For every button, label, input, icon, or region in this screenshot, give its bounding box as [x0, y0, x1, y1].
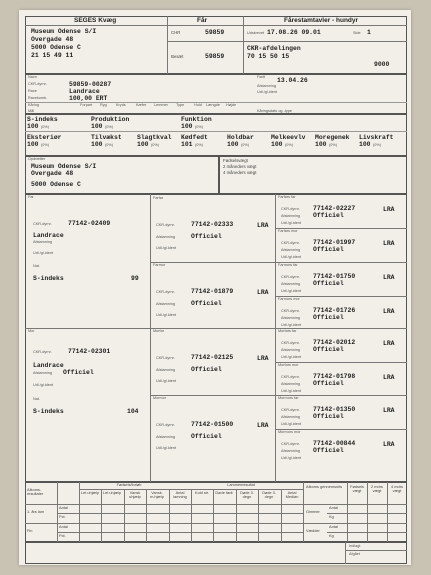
index-pct: (0%): [195, 143, 204, 147]
great-grandparent-ckr-label: CKR-dyrnr.: [281, 375, 300, 379]
fodt-label: Født: [257, 75, 265, 79]
grandparent-ckr-label: CKR-dyrnr.: [156, 290, 175, 294]
index-pct: (0%): [105, 143, 114, 147]
index-pct: (0%): [285, 143, 294, 147]
trait-label: Lemmer: [154, 103, 168, 107]
great-grandparent-code: LRA: [383, 374, 395, 381]
great-grandparent-afst: Officiel: [313, 314, 344, 321]
opdraetter-label: Opdrætter: [28, 157, 46, 161]
index-label: Produktion: [91, 116, 130, 123]
index-pct: (0%): [105, 125, 114, 129]
chr-label: CHR: [171, 30, 181, 35]
breeder-line-1: Museum Odense S/I: [31, 163, 97, 170]
org-title: SEGES Kvæg: [74, 17, 117, 24]
trait-label: Længde: [206, 103, 220, 107]
great-grandparent-afst-label: Afstamning: [281, 348, 300, 352]
afkoms-label: Afkoms gennemsnits: [306, 484, 343, 489]
far-ckr-value: 77142-02409: [68, 220, 111, 227]
udl-label: Udl./gl.ident: [257, 90, 278, 94]
index-label: Funktion: [181, 116, 212, 123]
besaet-value: 59859: [205, 53, 225, 60]
afstamning-label: Afstamning: [257, 84, 276, 88]
racekomb-value: 100,00 ERT: [69, 95, 108, 102]
grandparent-udl-label: Udl./gl.ident: [156, 246, 177, 250]
mor-title: Mor: [28, 329, 35, 333]
far-title: Far: [28, 195, 34, 199]
right-row-sub: Antal: [329, 524, 338, 529]
results-row-sub: Pct.: [59, 533, 66, 538]
grandparent-code: LRA: [257, 289, 269, 296]
trait-label: Højde: [226, 103, 237, 107]
great-grandparent-udl-label: Udl./gl.ident: [281, 389, 302, 393]
grandparent-ckr-label: CKR-dyrnr.: [156, 223, 175, 227]
chr-afdeling-label: CKR-afdelingen: [247, 45, 301, 52]
great-grandparent-afst-label: Afstamning: [281, 248, 300, 252]
far-afst-label: Afstamning: [33, 240, 52, 244]
grandparent-ckr: 77142-02125: [191, 354, 234, 361]
far-sindeks-label: S-indeks: [33, 275, 64, 282]
trait-label: Ryg: [100, 103, 107, 107]
great-grandparent-ckr: 77142-01997: [313, 239, 356, 246]
mor-race: Landrace: [33, 362, 64, 369]
great-grandparent-afst: Officiel: [313, 380, 344, 387]
results-col-head: Let uhjælp: [102, 490, 122, 495]
race-label: Race: [28, 89, 37, 93]
index-value: 101: [181, 141, 193, 148]
fodt-value: 13.04.26: [277, 77, 308, 84]
index-label: Eksteriør: [27, 134, 62, 141]
great-grandparent-udl-label: Udl./gl.ident: [281, 221, 302, 225]
trait-label: Kæfer: [136, 103, 147, 107]
great-grandparent-ckr: 77142-02227: [313, 205, 356, 212]
breeder-city: 5000 Odense C: [31, 181, 81, 188]
great-grandparent-afst-label: Afstamning: [281, 214, 300, 218]
grandparent-ckr-label: CKR-dyrnr.: [156, 356, 175, 360]
grandparent-udl-label: Udl./gl.ident: [156, 313, 177, 317]
ckr-label: CKR-dyrnr.: [28, 82, 47, 86]
far-label: Får: [197, 17, 208, 24]
mor-sindeks-label: S-indeks: [33, 408, 64, 415]
laemmer-header: Lammemesultat: [227, 482, 255, 487]
great-grandparent-afst-label: Afstamning: [281, 449, 300, 453]
grandparent-title: Farmor: [153, 263, 166, 267]
besaet-label: Besæt: [171, 54, 184, 59]
great-grandparent-afst-label: Afstamning: [281, 282, 300, 286]
index-label: Melkeevlv: [271, 134, 306, 141]
trait-label: Forpart: [80, 103, 93, 107]
index-label: Kødfedt: [181, 134, 208, 141]
mor-ckr-value: 77142-02301: [68, 348, 111, 355]
great-grandparent-udl-label: Udl./gl.ident: [281, 456, 302, 460]
great-grandparent-title: Morfars far: [278, 329, 297, 333]
great-grandparent-code: LRA: [383, 340, 395, 347]
great-grandparent-ckr-label: CKR-dyrnr.: [281, 341, 300, 345]
grandparent-title: Mormor: [153, 396, 167, 400]
great-grandparent-title: Farfars mor: [278, 229, 298, 233]
grandparent-code: LRA: [257, 355, 269, 362]
w4-label: 4 måneders vægt: [223, 170, 257, 175]
great-grandparent-afst-label: Afstamning: [281, 382, 300, 386]
results-col-head: Døde født: [215, 490, 233, 495]
far-race: Landrace: [33, 232, 64, 239]
far-ckr-label: CKR-dyrnr.: [33, 222, 52, 226]
breeder-line-2: Overgade 48: [31, 170, 74, 177]
great-grandparent-code: LRA: [383, 206, 395, 213]
great-grandparent-ckr: 77142-00844: [313, 440, 356, 447]
index-pct: (0%): [41, 143, 50, 147]
grandparent-afst: Officiel: [191, 300, 222, 307]
great-grandparent-ckr-label: CKR-dyrnr.: [281, 241, 300, 245]
great-grandparent-afst: Officiel: [313, 413, 344, 420]
right-col-head: Fødsels vægt: [350, 484, 364, 494]
great-grandparent-ckr-label: CKR-dyrnr.: [281, 207, 300, 211]
side-value: 1: [367, 29, 371, 36]
great-grandparent-ckr: 77142-02012: [313, 339, 356, 346]
w2-label: 2 måneders vægt: [223, 164, 257, 169]
chr-afdeling-code: 9000: [374, 61, 390, 68]
great-grandparent-code: LRA: [383, 240, 395, 247]
great-grandparent-title: Farmors far: [278, 263, 298, 267]
great-grandparent-ckr-label: CKR-dyrnr.: [281, 408, 300, 412]
right-row-sub: Kg: [329, 533, 334, 538]
index-value: 100: [359, 141, 371, 148]
owner-line-3: 5000 Odense C: [31, 44, 81, 51]
grandparent-ckr: 77142-01500: [191, 421, 234, 428]
results-row-sub: Pct.: [59, 514, 66, 519]
index-value: 100: [181, 123, 193, 130]
owner-line-1: Museum Odense S/I: [31, 28, 97, 35]
racekomb-label: Racekomb.: [28, 96, 48, 100]
grandparent-afst: Officiel: [191, 366, 222, 373]
afgaet-label: Afgået: [349, 552, 360, 556]
doc-title: Fårestamtavler - hundyr: [284, 17, 359, 24]
great-grandparent-ckr-label: CKR-dyrnr.: [281, 309, 300, 313]
index-pct: (0%): [241, 143, 250, 147]
index-label: Holdbar: [227, 134, 254, 141]
great-grandparent-title: Morfars mor: [278, 363, 299, 367]
great-grandparent-code: LRA: [383, 274, 395, 281]
udskrevet-value: 17.08.26 09.01: [267, 29, 321, 36]
great-grandparent-afst: Officiel: [313, 346, 344, 353]
far-udl-label: Udl./gl.ident: [33, 251, 54, 255]
results-row-sub: Antal: [59, 505, 68, 510]
index-value: 100: [315, 141, 327, 148]
grandparent-afst: Officiel: [191, 233, 222, 240]
grandparent-afst: Officiel: [191, 433, 222, 440]
far-sindeks-value: 99: [131, 275, 139, 282]
owner-line-4: 21 15 49 11: [31, 52, 74, 59]
right-col-head: 2 mdrs vægt: [371, 484, 383, 494]
great-grandparent-afst-label: Afstamning: [281, 316, 300, 320]
grandparent-code: LRA: [257, 222, 269, 229]
great-grandparent-afst: Officiel: [313, 280, 344, 287]
great-grandparent-ckr: 77142-01750: [313, 273, 356, 280]
results-row-label: 1. års lam: [27, 509, 45, 514]
mor-sindeks-value: 104: [127, 408, 139, 415]
karingsdato-label: Kåringsdato og -type: [257, 109, 293, 113]
grandparent-udl-label: Udl./gl.ident: [156, 446, 177, 450]
results-row-sub: Antal: [59, 524, 68, 529]
mor-afst-label: Afstamning: [33, 371, 52, 375]
results-col-head: Døde 3. degn: [240, 490, 254, 500]
great-grandparent-title: Mormors far: [278, 396, 299, 400]
kaaring-traits-row: [28, 103, 408, 109]
great-grandparent-code: LRA: [383, 441, 395, 448]
great-grandparent-udl-label: Udl./gl.ident: [281, 355, 302, 359]
great-grandparent-udl-label: Udl./gl.ident: [281, 289, 302, 293]
results-col-head: Antal Median: [285, 490, 299, 500]
faedsels-header: Fødsels/forløb: [116, 482, 142, 487]
great-grandparent-afst: Officiel: [313, 212, 344, 219]
great-grandparent-title: Farmors mor: [278, 297, 300, 301]
grandparent-afst-label: Afstamning: [156, 302, 175, 306]
grandparent-code: LRA: [257, 422, 269, 429]
results-title: Afkoms-resultater: [27, 487, 44, 497]
mor-udl-label: Udl./gl.ident: [33, 383, 54, 387]
right-row-label: Vædder: [306, 528, 320, 533]
index-value: 100: [27, 141, 39, 148]
index-label: Livskraft: [359, 134, 394, 141]
great-grandparent-ckr: 77142-01798: [313, 373, 356, 380]
great-grandparent-code: LRA: [383, 407, 395, 414]
index-value: 100: [91, 141, 103, 148]
navn-label: Navn: [28, 75, 37, 79]
trait-label: Kryds: [116, 103, 126, 107]
grandparent-title: Morfar: [153, 329, 164, 333]
results-col-head: Let uhjælp: [80, 490, 100, 495]
great-grandparent-afst: Officiel: [313, 447, 344, 454]
grandparent-ckr-label: CKR-dyrnr.: [156, 423, 175, 427]
great-grandparent-afst-label: Afstamning: [281, 415, 300, 419]
right-col-head: 4 mdrs vægt: [391, 484, 403, 494]
great-grandparent-afst: Officiel: [313, 246, 344, 253]
right-row-label: Gimmer: [306, 509, 320, 514]
index-label: Tilvækst: [91, 134, 122, 141]
grandparent-ckr: 77142-02333: [191, 221, 234, 228]
chr-afdeling-value: 70 15 50 15: [247, 53, 290, 60]
trait-label: Kåring: [28, 103, 39, 107]
index-pct: (0%): [195, 125, 204, 129]
great-grandparent-title: Farfars far: [278, 195, 296, 199]
indlagt-label: Indlagt: [349, 544, 361, 548]
trait-label: Huld: [194, 103, 202, 107]
great-grandparent-ckr-label: CKR-dyrnr.: [281, 442, 300, 446]
index-pct: (0%): [329, 143, 338, 147]
side-label: Side: [353, 31, 361, 35]
results-col-head: Kuld str.: [194, 490, 210, 495]
index-label: Slagtkval: [137, 134, 172, 141]
great-grandparent-code: LRA: [383, 308, 395, 315]
right-row-sub: Kg: [329, 514, 334, 519]
index-value: 100: [227, 141, 239, 148]
great-grandparent-ckr: 77142-01350: [313, 406, 356, 413]
ckr-value: 59859-00287: [69, 81, 112, 88]
race-value: Landrace: [69, 88, 100, 95]
index-label: S-indeks: [27, 116, 58, 123]
index-value: 100: [91, 123, 103, 130]
grandparent-title: Farfar: [153, 196, 164, 200]
results-col-head: Døde 3. degn: [262, 490, 276, 500]
index-value: 100: [27, 123, 39, 130]
great-grandparent-udl-label: Udl./gl.ident: [281, 323, 302, 327]
great-grandparent-udl-label: Udl./gl.ident: [281, 255, 302, 259]
chr-value: 59859: [205, 29, 225, 36]
results-col-head: Antal lamning: [173, 490, 187, 500]
index-pct: (0%): [151, 143, 160, 147]
trait-label: Type: [176, 103, 185, 107]
index-label: Moregenek: [315, 134, 350, 141]
udskrevet-label: Udskrevet: [247, 31, 265, 35]
index-value: 100: [271, 141, 283, 148]
owner-line-2: Overgade 48: [31, 36, 74, 43]
great-grandparent-ckr-label: CKR-dyrnr.: [281, 275, 300, 279]
grandparent-afst-label: Afstamning: [156, 368, 175, 372]
great-grandparent-udl-label: Udl./gl.ident: [281, 422, 302, 426]
index-value: 100: [137, 141, 149, 148]
grandparent-afst-label: Afstamning: [156, 435, 175, 439]
maal-label: Mål: [28, 109, 35, 113]
mor-nat-label: Nat.: [33, 397, 40, 401]
far-nat-label: Nat.: [33, 264, 40, 268]
fodselsvaegt-label: Fødselsvægt: [223, 158, 248, 163]
grandparent-ckr: 77142-01879: [191, 288, 234, 295]
mor-ckr-label: CKR-dyrnr.: [33, 350, 52, 354]
results-col-head: Vansk uhjælp: [129, 490, 141, 500]
index-pct: (0%): [373, 143, 382, 147]
right-row-sub: Antal: [329, 505, 338, 510]
index-pct: (0%): [41, 125, 50, 129]
mor-afst-value: Officiel: [63, 369, 94, 376]
grandparent-udl-label: Udl./gl.ident: [156, 379, 177, 383]
pedigree-sheet: [19, 10, 411, 565]
results-col-head: Vansk. m.hjælp: [150, 490, 164, 500]
great-grandparent-ckr: 77142-01726: [313, 307, 356, 314]
great-grandparent-title: Mormors mor: [278, 430, 301, 434]
results-row-label: Fin: [27, 528, 33, 533]
grandparent-afst-label: Afstamning: [156, 235, 175, 239]
